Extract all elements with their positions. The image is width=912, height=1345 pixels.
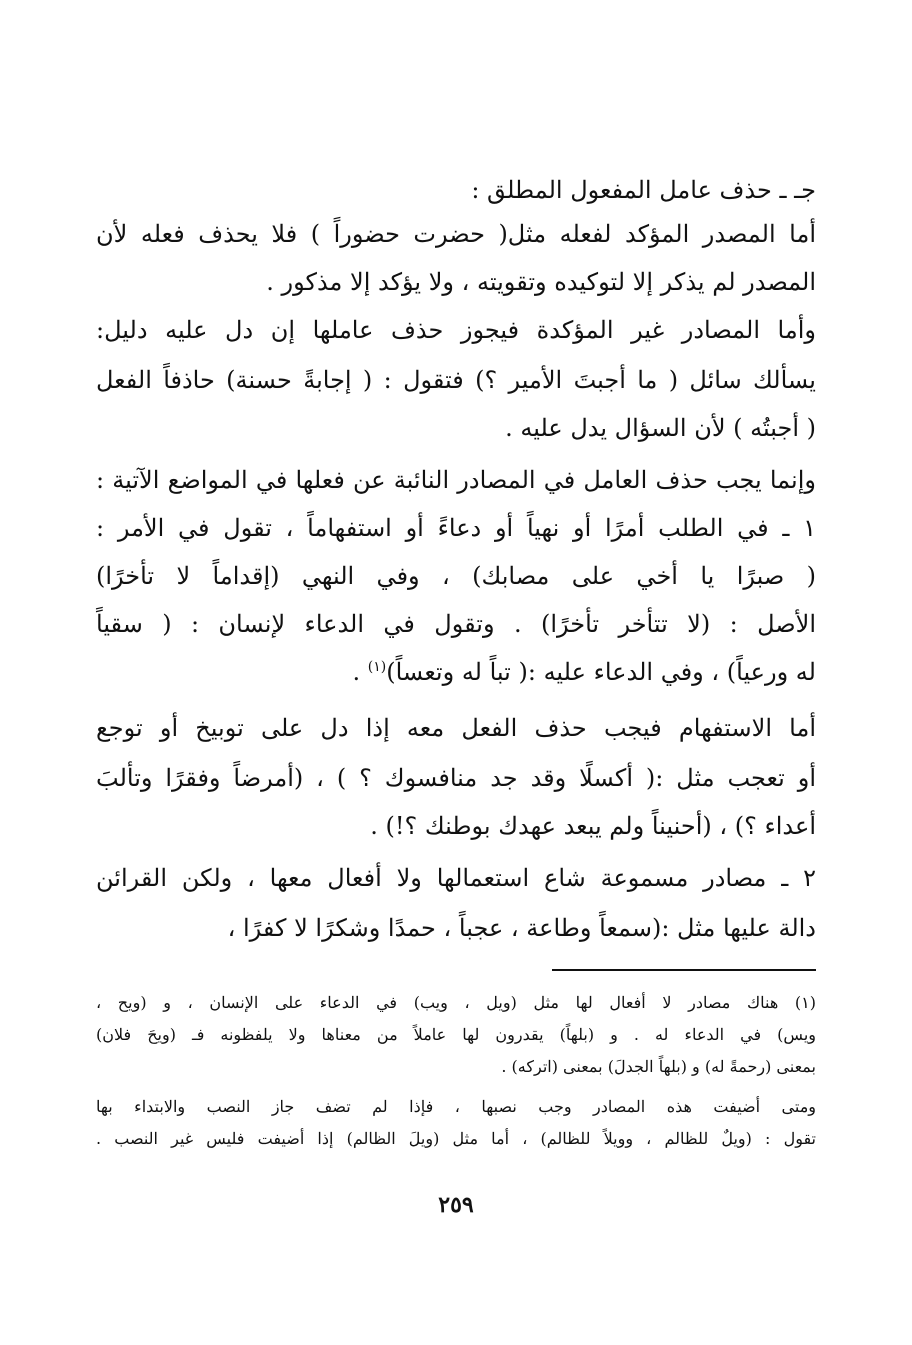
body-line-with-footnote: [96, 654, 816, 690]
body-line: ( صبرًا يا أخي على مصابك) ، وفي النهي (إقداماً لا تأخرًا): [96, 562, 816, 590]
body-line: أعداء ؟) ، (أحنيناً ولم يبعد عهدك بوطنك ؟!) .: [370, 812, 816, 840]
body-line: وإنما يجب حذف العامل في المصادر النائبة عن فعلها في المواضع الآتية :: [96, 466, 816, 494]
body-line: أما المصدر المؤكد لفعله مثل( حضرت حضوراً ) فلا يحذف فعله لأن: [96, 220, 816, 248]
body-line: المصدر لم يذكر إلا لتوكيده وتقويته ، ولا يؤكد إلا مذكور .: [266, 268, 816, 296]
body-line: دالة عليها مثل :(سمعاً وطاعة ، عجباً ، حمدًا وشكرًا لا كفرًا ،: [227, 914, 816, 942]
footnote-line: (١) هناك مصادر لا أفعال لها مثل (ويل ، ويب) في الدعاء على الإنسان ، و (ويح ،: [96, 993, 816, 1012]
body-line: ١ ـ في الطلب أمرًا أو نهياً أو دعاءً أو استفهاماً ، تقول في الأمر :: [96, 514, 816, 542]
footnote-line: تقول : (ويلٌ للظالم ، وويلاً للظالم) ، أما مثل (ويلَ الظالم) إذا أضيفت فليس غير النصب .: [96, 1129, 817, 1148]
footnote-line: ومتى أضيفت هذه المصادر وجب نصبها ، فإذا لم تضف جاز النصب والابتداء بها: [96, 1097, 816, 1116]
body-line: ( أجبتُه ) لأن السؤال يدل عليه .: [505, 414, 816, 442]
body-line: يسألك سائل ( ما أجبتَ الأمير ؟) فتقول : ( إجابةً حسنة) حاذفاً الفعل: [96, 366, 816, 394]
footnote-line: بمعنى (رحمةً له) و (بلهاً الجدلَ) بمعنى (اتركه) .: [501, 1057, 816, 1076]
body-line: ٢ ـ مصادر مسموعة شاع استعمالها ولا أفعال معها ، ولكن القرائن: [96, 864, 816, 892]
body-line: أو تعجب مثل :( أكسلًا وقد جد منافسوك ؟ ) ، (أمرضاً وفقرًا وتألبَ: [96, 764, 816, 792]
footnote-line: ويس) في الدعاء له . و (بلهاً) يقدرون لها عاملاً من معناها ولا يلفظونه فـ (ويحَ فلان): [96, 1025, 816, 1044]
section-heading: جـ ـ حذف عامل المفعول المطلق :: [471, 176, 816, 204]
body-line: أما الاستفهام فيجب حذف الفعل معه إذا دل على توبيخ أو توجع: [96, 714, 816, 742]
body-line: وأما المصادر غير المؤكدة فيجوز حذف عاملها إن دل عليه دليل:: [96, 316, 816, 344]
line-end-period: .: [352, 658, 361, 686]
footnote-separator: [552, 969, 816, 971]
body-line-text: له ورعياً) ، وفي الدعاء عليه :( تباً له وتعساً): [386, 658, 816, 686]
body-line: الأصل : (لا تتأخر تأخرًا) . وتقول في الدعاء لإنسان : ( سقياً: [96, 610, 816, 638]
page-number: ٢٥٩: [438, 1192, 474, 1218]
footnote-reference: (١): [367, 659, 387, 675]
